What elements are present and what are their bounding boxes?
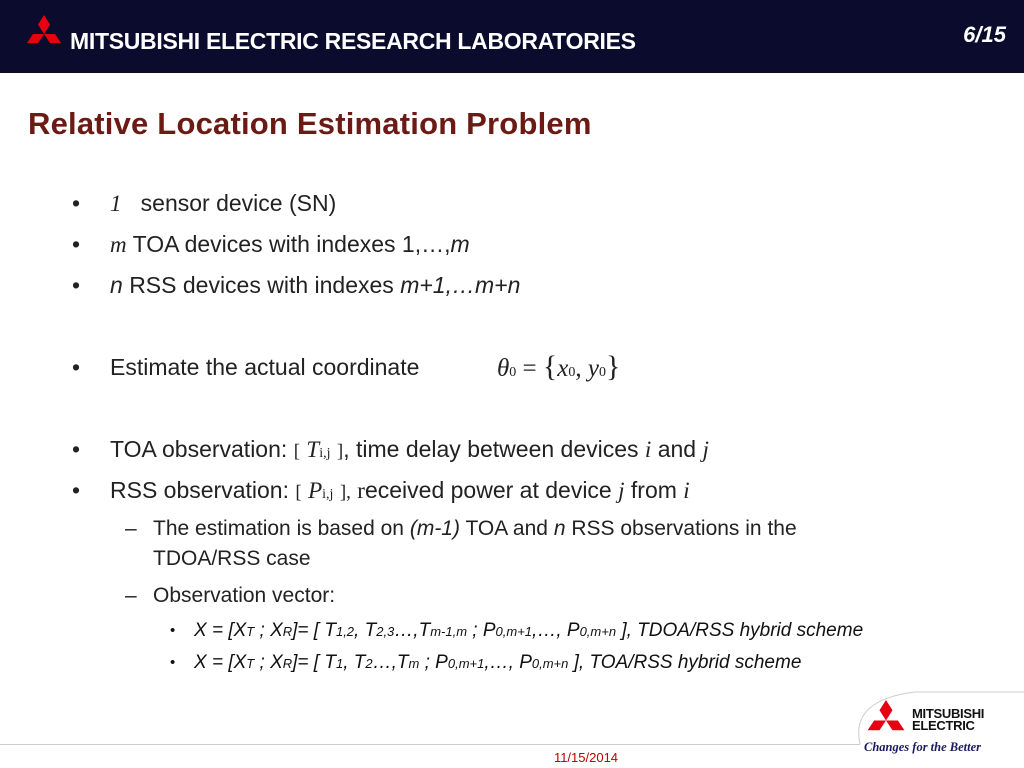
- rss-obs-open: [: [295, 482, 302, 503]
- toa-obs-i: i: [644, 437, 652, 462]
- f1-s3: m-1,m: [430, 624, 468, 639]
- f2-s4: 0,m+1: [447, 656, 485, 671]
- footer-date: 11/15/2014: [553, 750, 619, 765]
- rss-obs-text: eceived power at device: [364, 477, 612, 503]
- f1-r: R: [282, 624, 293, 639]
- rss-obs-sub: i,j: [322, 487, 334, 502]
- est-c: TOA and: [465, 517, 548, 540]
- f1-h: ], TDOA/RSS hybrid scheme: [616, 620, 864, 641]
- rss-obs-sym: P: [308, 478, 323, 503]
- brand-block: [862, 696, 1012, 758]
- brand-line2: ELECTRIC: [912, 718, 975, 733]
- rss-obs-i: i: [683, 478, 690, 503]
- estimate-text: Estimate the actual coordinate: [110, 354, 420, 380]
- f1-g: ,…, P: [532, 620, 580, 641]
- brand-name: [912, 708, 984, 732]
- sn-symbol: 1: [110, 191, 122, 216]
- bullet-dot: •: [72, 190, 81, 216]
- bullet-dot: •: [170, 654, 176, 671]
- f1-s1: 1,2: [335, 624, 355, 639]
- eq-theta-sub: 0: [509, 365, 517, 380]
- f2-s5: 0,m+n: [531, 656, 569, 671]
- rss-obs-j: j: [618, 478, 625, 503]
- org-name: MITSUBISHI ELECTRIC RESEARCH LABORATORIES: [70, 28, 636, 54]
- eq-comma: ,: [575, 355, 582, 382]
- eq-theta: θ: [497, 355, 510, 382]
- rss-obs-from: from: [630, 477, 677, 503]
- footer-divider: [0, 744, 860, 745]
- bullet-rss-observation: [72, 477, 690, 504]
- f1-c: ]= [ T: [292, 620, 336, 641]
- eq-y: y: [587, 355, 600, 382]
- toa-text: TOA devices with indexes 1,…,: [132, 231, 451, 257]
- f1-t: T: [246, 624, 255, 639]
- dash-marker: –: [125, 517, 137, 540]
- brand-tagline: Changes for the Better: [864, 740, 982, 754]
- est-e: RSS observations in the: [571, 517, 797, 540]
- f1-a: X = [X: [194, 620, 247, 641]
- f2-h: ], TOA/RSS hybrid scheme: [568, 652, 802, 673]
- bullet-dot: •: [170, 622, 176, 639]
- f2-r: R: [282, 656, 293, 671]
- bullet-dot: •: [72, 272, 81, 298]
- toa-obs-sub: i,j: [319, 446, 331, 461]
- bullet-sn: [72, 190, 337, 217]
- f2-e: …,T: [372, 652, 409, 673]
- bullet-dot: •: [72, 354, 81, 380]
- f2-t: T: [246, 656, 255, 671]
- bullet-toa: [72, 231, 470, 258]
- rss-end: m+1,…m+n: [400, 272, 521, 298]
- toa-symbol: m: [110, 232, 127, 257]
- bullet-toa-observation: [72, 436, 709, 463]
- brand-line1: MITSUBISHI: [912, 706, 985, 721]
- eq-x-sub: 0: [568, 365, 576, 380]
- rss-text: RSS devices with indexes: [129, 272, 394, 298]
- bullet-rss: [72, 272, 521, 299]
- eq-x: x: [557, 355, 569, 382]
- f1-f: ; P: [467, 620, 496, 641]
- sub-bullet-observation-vector: [125, 584, 336, 608]
- f2-b: ; X: [254, 652, 283, 673]
- f2-s3: m: [408, 656, 420, 671]
- f1-e: …,T: [394, 620, 431, 641]
- f2-s1: 1: [335, 656, 344, 671]
- bullet-dot: •: [72, 436, 81, 462]
- coordinate-equation: [497, 350, 620, 384]
- toa-obs-label: TOA observation:: [110, 436, 288, 462]
- est-a: The estimation is based on: [153, 517, 404, 540]
- brand-logo-icon: [864, 700, 908, 740]
- f1-s5: 0,m+n: [579, 624, 617, 639]
- bullet-estimate: [72, 354, 420, 381]
- f2-c: ]= [ T: [292, 652, 336, 673]
- toa-end: m: [450, 231, 470, 257]
- eq-y-sub: 0: [599, 365, 607, 380]
- rss-symbol: n: [110, 272, 123, 298]
- rss-obs-r: r: [357, 478, 365, 503]
- f2-d: , T: [343, 652, 366, 673]
- f2-g: ,…, P: [484, 652, 532, 673]
- formula-tdoa: [170, 620, 864, 642]
- est-d: n: [553, 517, 566, 540]
- f2-a: X = [X: [194, 652, 247, 673]
- f1-s4: 0,m+1: [495, 624, 533, 639]
- toa-obs-open: [: [293, 441, 301, 462]
- f1-b: ; X: [254, 620, 283, 641]
- toa-obs-j: j: [702, 437, 709, 462]
- toa-obs-text: , time delay between devices: [343, 436, 639, 462]
- sub-bullet-estimation-line2: TDOA/RSS case: [153, 547, 311, 570]
- f2-s2: 2: [365, 656, 373, 671]
- eq-lbrace: {: [542, 350, 558, 383]
- toa-obs-close: ]: [336, 441, 344, 462]
- toa-obs-and: and: [657, 436, 697, 462]
- page-number: 6/15: [963, 22, 1006, 47]
- dash-marker: –: [125, 584, 137, 607]
- rss-obs-close: ],: [339, 482, 351, 503]
- bullet-dot: •: [72, 231, 81, 257]
- f1-d: , T: [354, 620, 377, 641]
- f1-s2: 2,3: [376, 624, 395, 639]
- header-bar: [0, 0, 1024, 73]
- obs-vector-text: Observation vector:: [153, 584, 336, 607]
- est-b: (m-1): [409, 517, 460, 540]
- bullet-dot: •: [72, 477, 81, 503]
- slide-title: Relative Location Estimation Problem: [28, 106, 592, 141]
- eq-equals: =: [522, 355, 537, 382]
- f2-f: ; P: [419, 652, 448, 673]
- formula-toa: [170, 652, 802, 674]
- toa-obs-sym: T: [306, 437, 320, 462]
- sn-text: sensor device (SN): [140, 190, 337, 216]
- eq-rbrace: }: [606, 350, 621, 383]
- sub-bullet-estimation: [125, 517, 797, 541]
- mitsubishi-logo-icon: [24, 15, 64, 52]
- rss-obs-label: RSS observation:: [110, 477, 289, 503]
